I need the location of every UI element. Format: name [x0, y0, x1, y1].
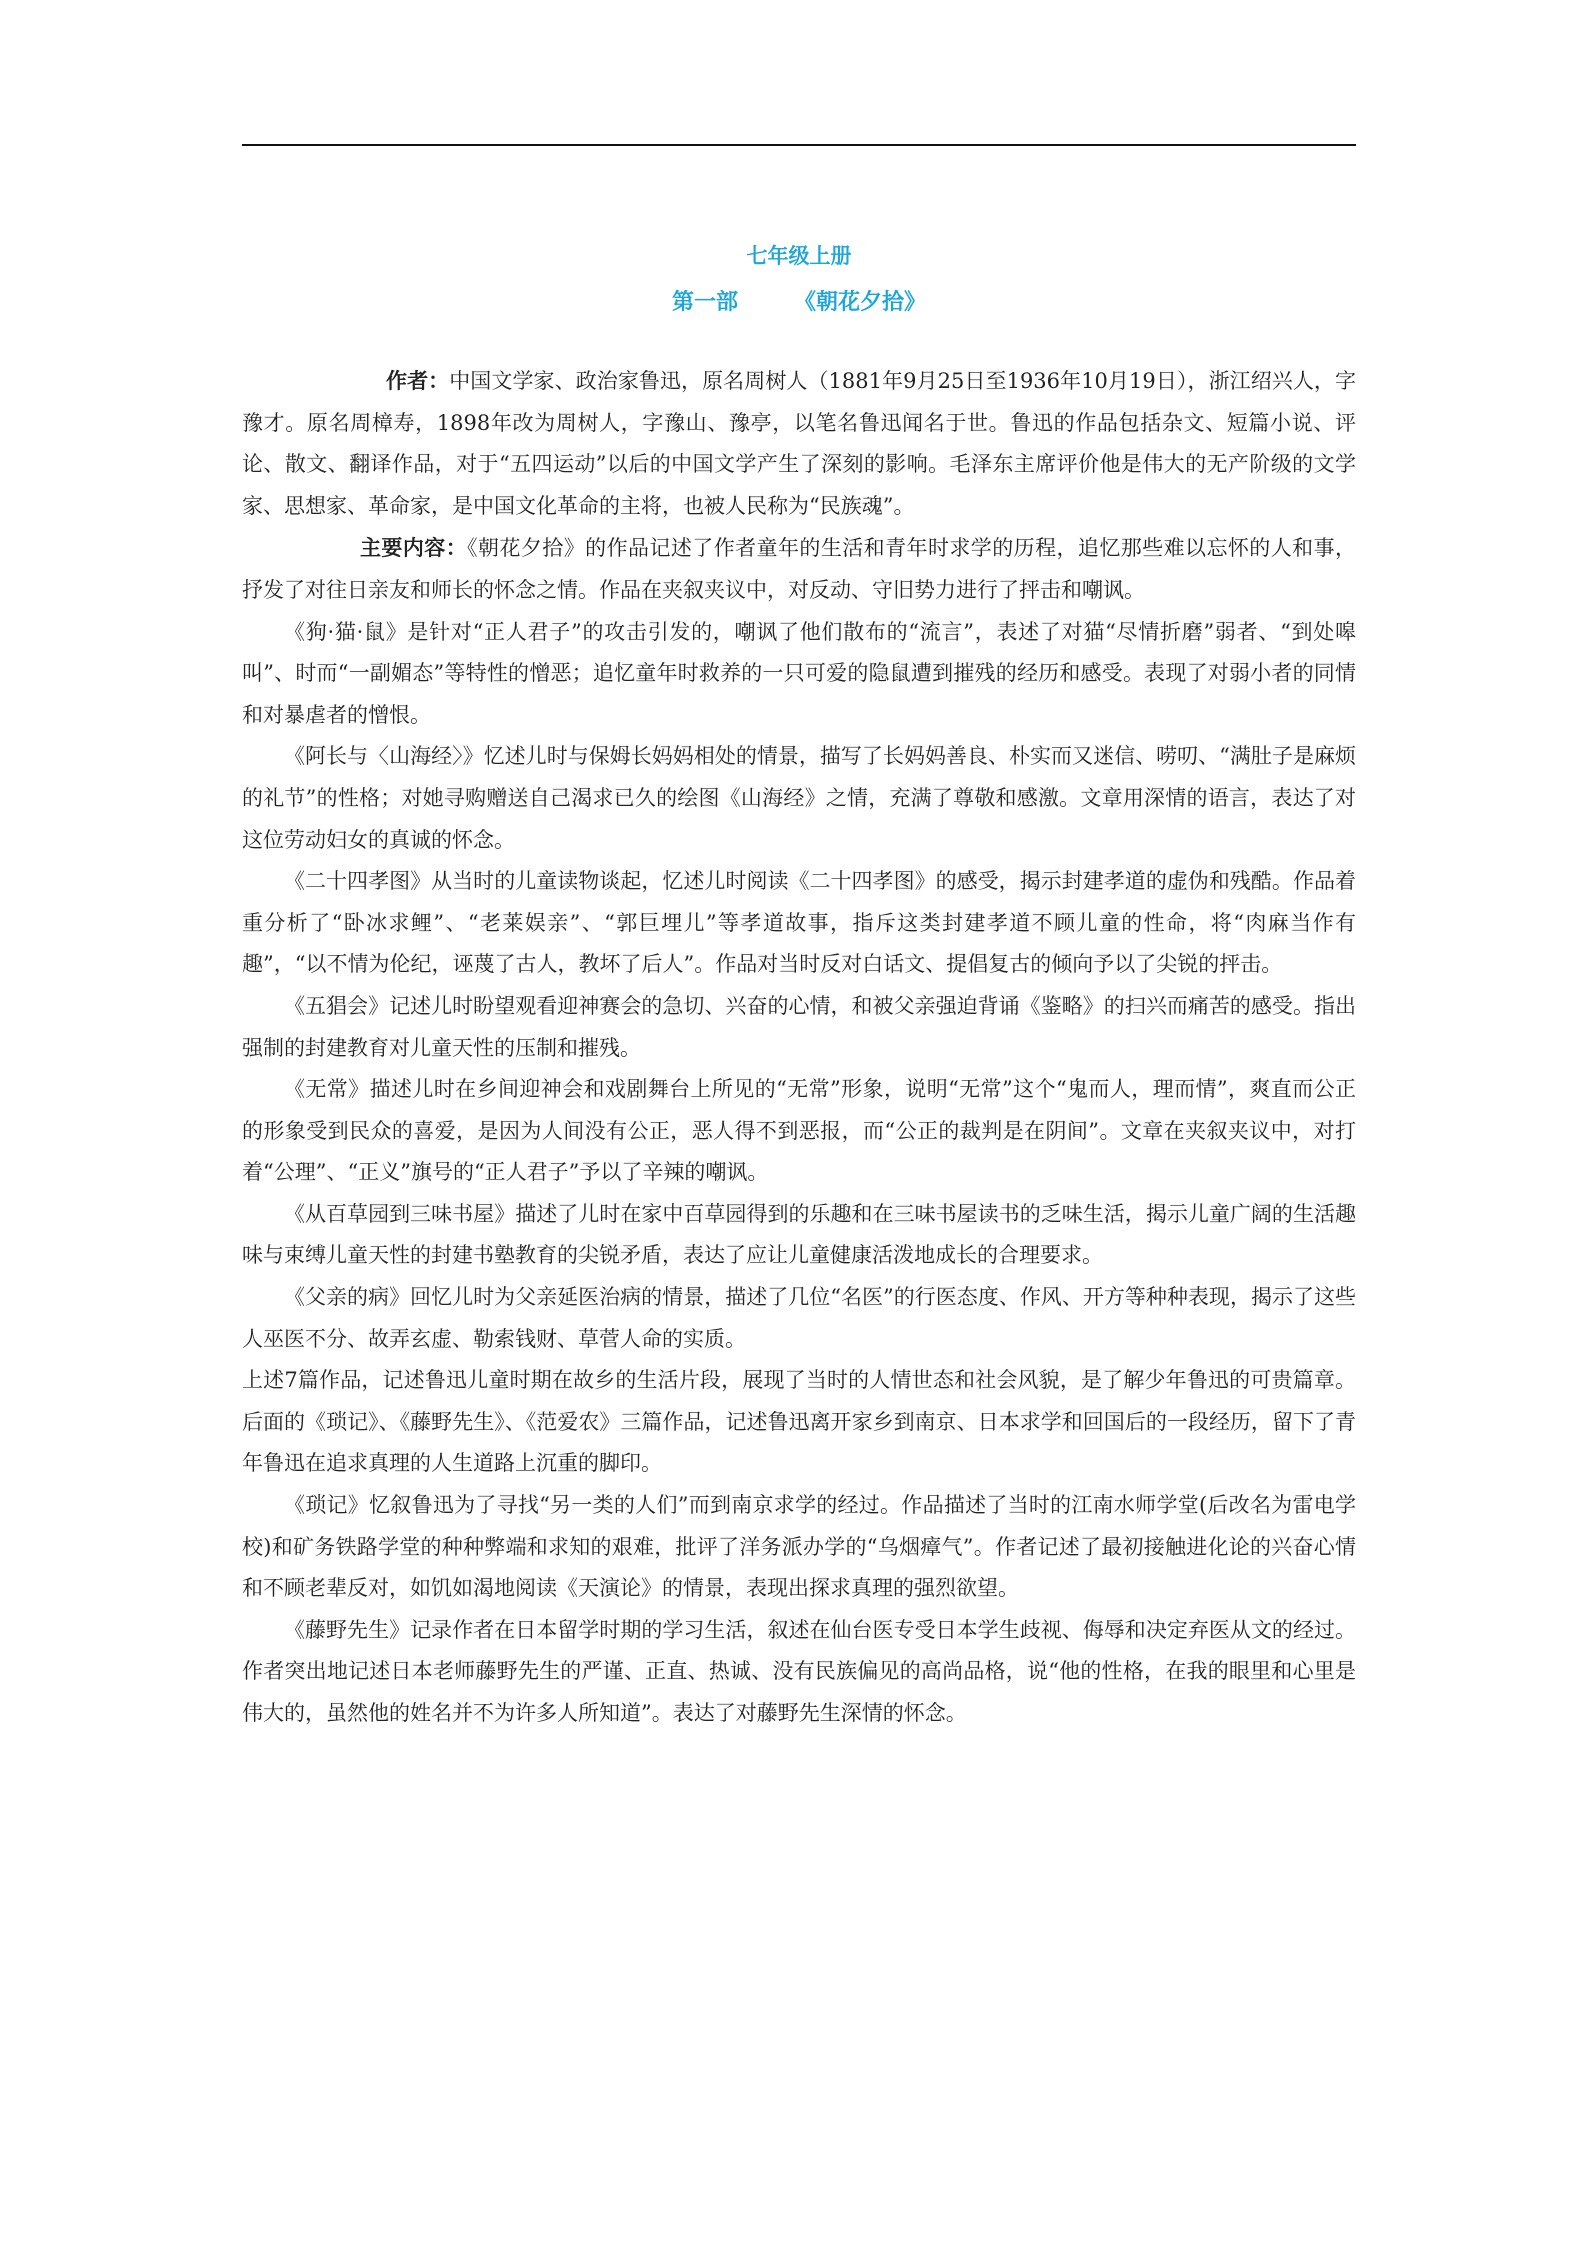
author-text: 中国文学家、政治家鲁迅，原名周树人（1881年9月25日至1936年10月19日），浙江绍兴人，字豫才。原名周樟寿，1898年改为周树人，字豫山、豫亭，以笔名鲁迅闻名于世。鲁迅的作品包括杂文、短篇小说、评论、散文、翻译作品，对于“五四运动”以后的中国文学产生了深刻的影响。毛泽东主席评价他是伟大的无产阶级的文学家、思想家、革命家，是中国文化革命的主将，也被人民称为“民族魂”。: [242, 369, 1357, 518]
main-content-paragraph: [242, 527, 1356, 611]
main-content-text: 《朝花夕拾》的作品记述了作者童年的生活和青年时求学的历程，追忆那些难以忘怀的人和事，抒发了对往日亲友和师长的怀念之情。作品在夹叙夹议中，对反动、守旧势力进行了抨击和嘲讽。: [242, 536, 1357, 602]
work-paragraph-gou-mao-shu: 《狗·猫·鼠》是针对“正人君子”的攻击引发的，嘲讽了他们散布的“流言”，表述了对猫“尽情折磨”弱者、“到处嗥叫”、时而“一副媚态”等特性的憎恶；追忆童年时救养的一只可爱的隐鼠遭到摧残的经历和感受。表现了对弱小者的同情和对暴虐者的憎恨。: [242, 619, 1356, 727]
header-rule: [242, 144, 1356, 146]
author-label: 作者：: [386, 368, 450, 393]
summary-paragraph: 上述7篇作品，记述鲁迅儿童时期在故乡的生活片段，展现了当时的人情世态和社会风貌，是了解少年鲁迅的可贵篇章。后面的《琐记》、《藤野先生》、《范爱农》三篇作品，记述鲁迅离开家乡到南京、日本求学和回国后的一段经历，留下了青年鲁迅在追求真理的人生道路上沉重的脚印。: [242, 1368, 1356, 1476]
work-paragraph-fuqin-de-bing: 《父亲的病》回忆儿时为父亲延医治病的情景，描述了几位“名医”的行医态度、作风、开方等种种表现，揭示了这些人巫医不分、故弄玄虚、勒索钱财、草菅人命的实质。: [242, 1285, 1356, 1351]
work-paragraph-tengye-xiansheng: 《藤野先生》记录作者在日本留学时期的学习生活，叙述在仙台医专受日本学生歧视、侮辱和决定弃医从文的经过。作者突出地记述日本老师藤野先生的严谨、正直、热诚、没有民族偏见的高尚品格，说“他的性格，在我的眼里和心里是伟大的，虽然他的姓名并不为许多人所知道”。表达了对藤野先生深情的怀念。: [242, 1617, 1356, 1725]
work-paragraph-suo-ji: 《琐记》忆叙鲁迅为了寻找“另一类的人们”而到南京求学的经过。作品描述了当时的江南水师学堂(后改名为雷电学校)和矿务铁路学堂的种种弊端和求知的艰难，批评了洋务派办学的“乌烟瘴气”。作者记述了最初接触进化论的兴奋心情和不顾老辈反对，如饥如渴地阅读《天演论》的情景，表现出探求真理的强烈欲望。: [242, 1493, 1356, 1601]
grade-title: 七年级上册: [746, 243, 852, 268]
work-paragraph-wu-chang: 《无常》描述儿时在乡间迎神会和戏剧舞台上所见的“无常”形象，说明“无常”这个“鬼而人，理而情”，爽直而公正的形象受到民众的喜爱，是因为人间没有公正，恶人得不到恶报，而“公正的裁判是在阴间”。文章在夹叙夹议中，对打着“公理”、“正义”旗号的“正人君子”予以了辛辣的嘲讽。: [242, 1077, 1356, 1185]
work-paragraph-wu-chang-hui: 《五猖会》记述儿时盼望观看迎神赛会的急切、兴奋的心情，和被父亲强迫背诵《鉴略》的扫兴而痛苦的感受。指出强制的封建教育对儿童天性的压制和摧残。: [242, 993, 1356, 1060]
author-paragraph: [242, 360, 1356, 527]
work-paragraph-baicaoyuan: 《从百草园到三味书屋》描述了儿时在家中百草园得到的乐趣和在三味书屋读书的乏味生活，揭示儿童广阔的生活趣味与束缚儿童天性的封建书塾教育的尖锐矛盾，表达了应让儿童健康活泼地成长的合理要求。: [242, 1201, 1356, 1268]
main-content-label: 主要内容：: [360, 535, 468, 561]
document-headings: [242, 238, 1356, 320]
document-body: [242, 360, 1356, 1735]
section-book-title: 《朝花夕拾》: [794, 289, 927, 315]
section-number: 第一部: [671, 289, 738, 315]
work-paragraph-a-chang: 《阿长与〈山海经〉》忆述儿时与保姆长妈妈相处的情景，描写了长妈妈善良、朴实而又迷信、唠叨、“满肚子是麻烦的礼节”的性格；对她寻购赠送自己渴求已久的绘图《山海经》之情，充满了尊敬和感激。文章用深情的语言，表达了对这位劳动妇女的真诚的怀念。: [242, 744, 1356, 852]
section-title: [242, 284, 1356, 320]
work-paragraph-ershisi-xiao-tu: 《二十四孝图》从当时的儿童读物谈起，忆述儿时阅读《二十四孝图》的感受，揭示封建孝道的虚伪和残酷。作品着重分析了“卧冰求鲤”、“老莱娱亲”、“郭巨埋儿”等孝道故事，指斥这类封建孝道不顾儿童的性命，将“肉麻当作有趣”，“以不情为伦纪，诬蔑了古人，教坏了后人”。作品对当时反对白话文、提倡复古的倾向予以了尖锐的抨击。: [242, 869, 1356, 977]
